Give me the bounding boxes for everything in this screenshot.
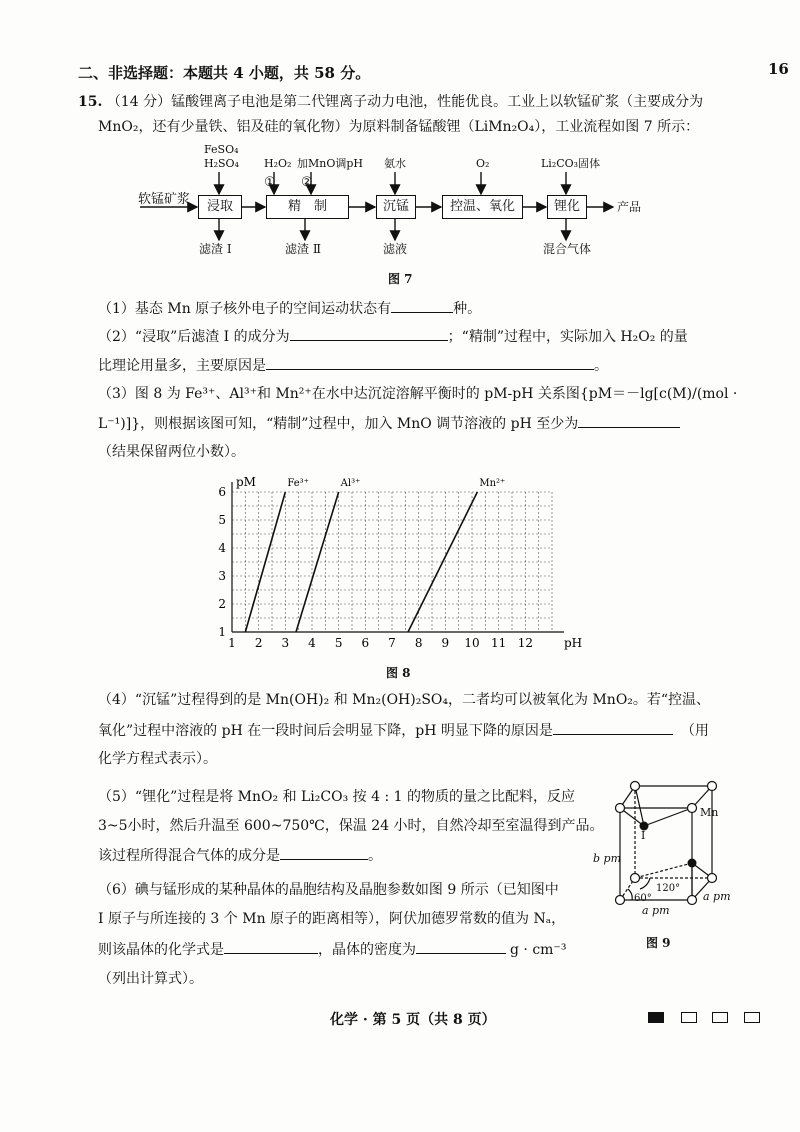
q3-answer-blank[interactable] [578, 413, 680, 428]
mn-atom [631, 782, 640, 791]
step-leach: 浸取 [198, 195, 242, 219]
chart-ticks [218, 485, 533, 650]
q6-unit: g · cm⁻³ [510, 942, 567, 958]
question-number: 15. [78, 94, 103, 110]
product-label: 产品 [617, 200, 642, 214]
y-tick-label: 6 [218, 485, 226, 499]
q1-end: 种。 [453, 301, 482, 317]
y-tick-label: 1 [218, 625, 226, 639]
x-tick-label: 10 [464, 636, 480, 650]
corner-page-number: 16 [768, 60, 789, 78]
q3-line1: （3）图 8 为 Fe³⁺、Al³⁺和 Mn²⁺在水中达沉淀溶解平衡时的 pM-pH 关系图{pM＝－lg[c(M)/(mol · [98, 386, 738, 402]
flow-arrows [0, 0, 800, 280]
q1-answer-blank[interactable] [391, 298, 453, 313]
chart-series [245, 478, 505, 632]
q2-line2 [98, 355, 608, 376]
q4-line1: （4）“沉锰”过程得到的是 Mn(OH)₂ 和 Mn₂(OH)₂SO₄，二者均可以被氧化为 MnO₂。若“控温、 [98, 692, 711, 708]
circle-one: ① [264, 175, 276, 190]
y-tick-label: 2 [218, 597, 226, 611]
q3-text-b: L⁻¹)]}，则根据该图可知，“精制”过程中，加入 MnO 调节溶液的 pH 至少为 [98, 416, 579, 432]
step-oxidize: 控温、氧化 [442, 195, 523, 219]
y-tick-label: 3 [218, 569, 226, 583]
q6-text-c: 则该晶体的化学式是 [98, 942, 224, 958]
q6-text-mid: ，晶体的密度为 [318, 942, 416, 958]
step-lithiate: 锂化 [547, 195, 587, 219]
chart-ylabel: pM [236, 475, 256, 489]
mn-atom [708, 874, 717, 883]
q2-end: 。 [594, 358, 608, 374]
q6-formula-blank[interactable] [224, 939, 318, 954]
x-tick-label: 6 [361, 636, 370, 650]
crystal-label-b: b pm [593, 852, 622, 865]
crystal-angle-60: 60° [634, 893, 652, 904]
crystal-label-a-right: a pm [703, 890, 731, 903]
out-mixed-gas: 混合气体 [543, 242, 592, 256]
q5-end: 。 [368, 848, 382, 864]
mn-atom [616, 804, 625, 813]
q4-text-b: 氧化”过程中溶液的 pH 在一段时间后会明显下降，pH 明显下降的原因是 [98, 723, 553, 739]
mn-atom [688, 896, 697, 905]
feed-label: 软锰矿浆 [138, 192, 191, 207]
out-residue-1: 滤渣 Ⅰ [199, 242, 232, 256]
q2-answer-blank-1[interactable] [290, 326, 448, 341]
reagent-mno: 加MnO调pH [297, 157, 363, 170]
series-label: Mn²⁺ [479, 478, 506, 489]
figure-8-caption: 图 8 [386, 666, 411, 680]
crystal-label-i: I [641, 829, 646, 842]
circle-two: ② [301, 175, 313, 190]
q5-line1: （5）“锂化”过程是将 MnO₂ 和 Li₂CO₃ 按 4 : 1 的物质的量之比配料，反应 [98, 789, 575, 805]
section-heading: 二、非选择题：本题共 4 小题，共 58 分。 [78, 64, 371, 82]
page-indicator-filled [648, 1012, 664, 1023]
out-filtrate: 滤液 [383, 242, 408, 256]
q2-text-b: ；“精制”过程中，实际加入 H₂O₂ 的量 [447, 329, 688, 345]
crystal-label-a-bottom: a pm [642, 904, 670, 917]
q4-line2 [98, 720, 709, 741]
series-label: Fe³⁺ [287, 478, 309, 489]
q6-line4: （列出计算式）。 [98, 971, 203, 987]
ph-chart [200, 472, 583, 682]
figure-7-caption: 图 7 [388, 272, 413, 286]
crystal-label-mn: Mn [700, 806, 719, 819]
x-tick-label: 12 [517, 636, 533, 650]
q3-line2 [98, 413, 680, 434]
crystal-angle-120: 120° [656, 883, 681, 894]
mn-atom [616, 896, 625, 905]
reagent-ammonia: 氨水 [384, 157, 406, 170]
q3-line3: （结果保留两位小数）。 [98, 444, 245, 460]
q6-density-blank[interactable] [416, 939, 506, 954]
x-tick-label: 3 [281, 636, 290, 650]
y-tick-label: 5 [218, 513, 226, 527]
x-tick-label: 8 [414, 636, 423, 650]
out-residue-2: 滤渣 Ⅱ [285, 242, 321, 256]
q5-answer-blank[interactable] [280, 845, 368, 860]
i-atom [688, 859, 697, 868]
question-intro-line2: MnO₂，还有少量铁、铝及硅的氧化物）为原料制备锰酸锂（LiMn₂O₄），工业流程如图 7 所示： [98, 119, 700, 135]
q4-end: （用 [680, 723, 709, 739]
series-label: Al³⁺ [340, 478, 361, 489]
q6-line1: （6）碘与锰形成的某种晶体的晶胞结构及晶胞参数如图 9 所示（已知图中 [98, 882, 559, 898]
x-tick-label: 5 [334, 636, 343, 650]
x-tick-label: 11 [491, 636, 507, 650]
x-tick-label: 1 [228, 636, 236, 650]
page-indicator-empty [681, 1012, 697, 1023]
reagent-li2co3: Li₂CO₃固体 [541, 157, 601, 170]
x-tick-label: 4 [308, 636, 316, 650]
q5-line2: 3~5小时，然后升温至 600~750℃，保温 24 小时，自然冷却至室温得到产品。 [98, 818, 604, 834]
x-tick-label: 2 [254, 636, 263, 650]
q4-answer-blank[interactable] [553, 720, 673, 735]
x-tick-label: 7 [388, 636, 396, 650]
q1 [98, 298, 481, 319]
reagent-h2so4: H₂SO₄ [204, 157, 239, 170]
mn-atom [631, 874, 640, 883]
series-line [245, 492, 285, 632]
intro-text-1: 锰酸锂离子电池是第二代锂离子动力电池，性能优良。工业上以软锰矿浆（主要成分为 [171, 94, 704, 110]
step-precipitate: 沉锰 [376, 195, 416, 219]
step-refine: 精 制 [266, 195, 349, 219]
q5-text-c: 该过程所得混合气体的成分是 [98, 848, 280, 864]
reagent-o2: O₂ [476, 157, 490, 170]
reagent-h2o2: H₂O₂ [264, 157, 292, 170]
x-tick-label: 9 [441, 636, 450, 650]
q2-text-c: 比理论用量多，主要原因是 [98, 358, 266, 374]
page-indicator-empty [712, 1012, 728, 1023]
q6-line2: I 原子与所连接的 3 个 Mn 原子的距离相等），阿伏加德罗常数的值为 Nₐ， [98, 911, 566, 927]
q2-text-a: （2）“浸取”后滤渣 Ⅰ 的成分为 [98, 329, 290, 345]
page-indicator-empty [744, 1012, 760, 1023]
q1-text: （1）基态 Mn 原子核外电子的空间运动状态有 [98, 301, 392, 317]
y-tick-label: 4 [218, 541, 226, 555]
q6-line3 [98, 939, 566, 960]
q2-answer-blank-2[interactable] [266, 355, 594, 370]
mn-atom [688, 804, 697, 813]
q2-line1 [98, 326, 688, 347]
figure-9-caption: 图 9 [646, 936, 671, 950]
question-score: （14 分） [106, 94, 172, 110]
q5-line3 [98, 845, 382, 866]
reagent-feso4: FeSO₄ [204, 143, 239, 156]
mn-atom [708, 782, 717, 791]
q4-line3: 化学方程式表示）。 [98, 751, 217, 767]
page-footer: 化学 · 第 5 页（共 8 页） [330, 1012, 496, 1028]
chart-xlabel: pH [564, 636, 583, 650]
